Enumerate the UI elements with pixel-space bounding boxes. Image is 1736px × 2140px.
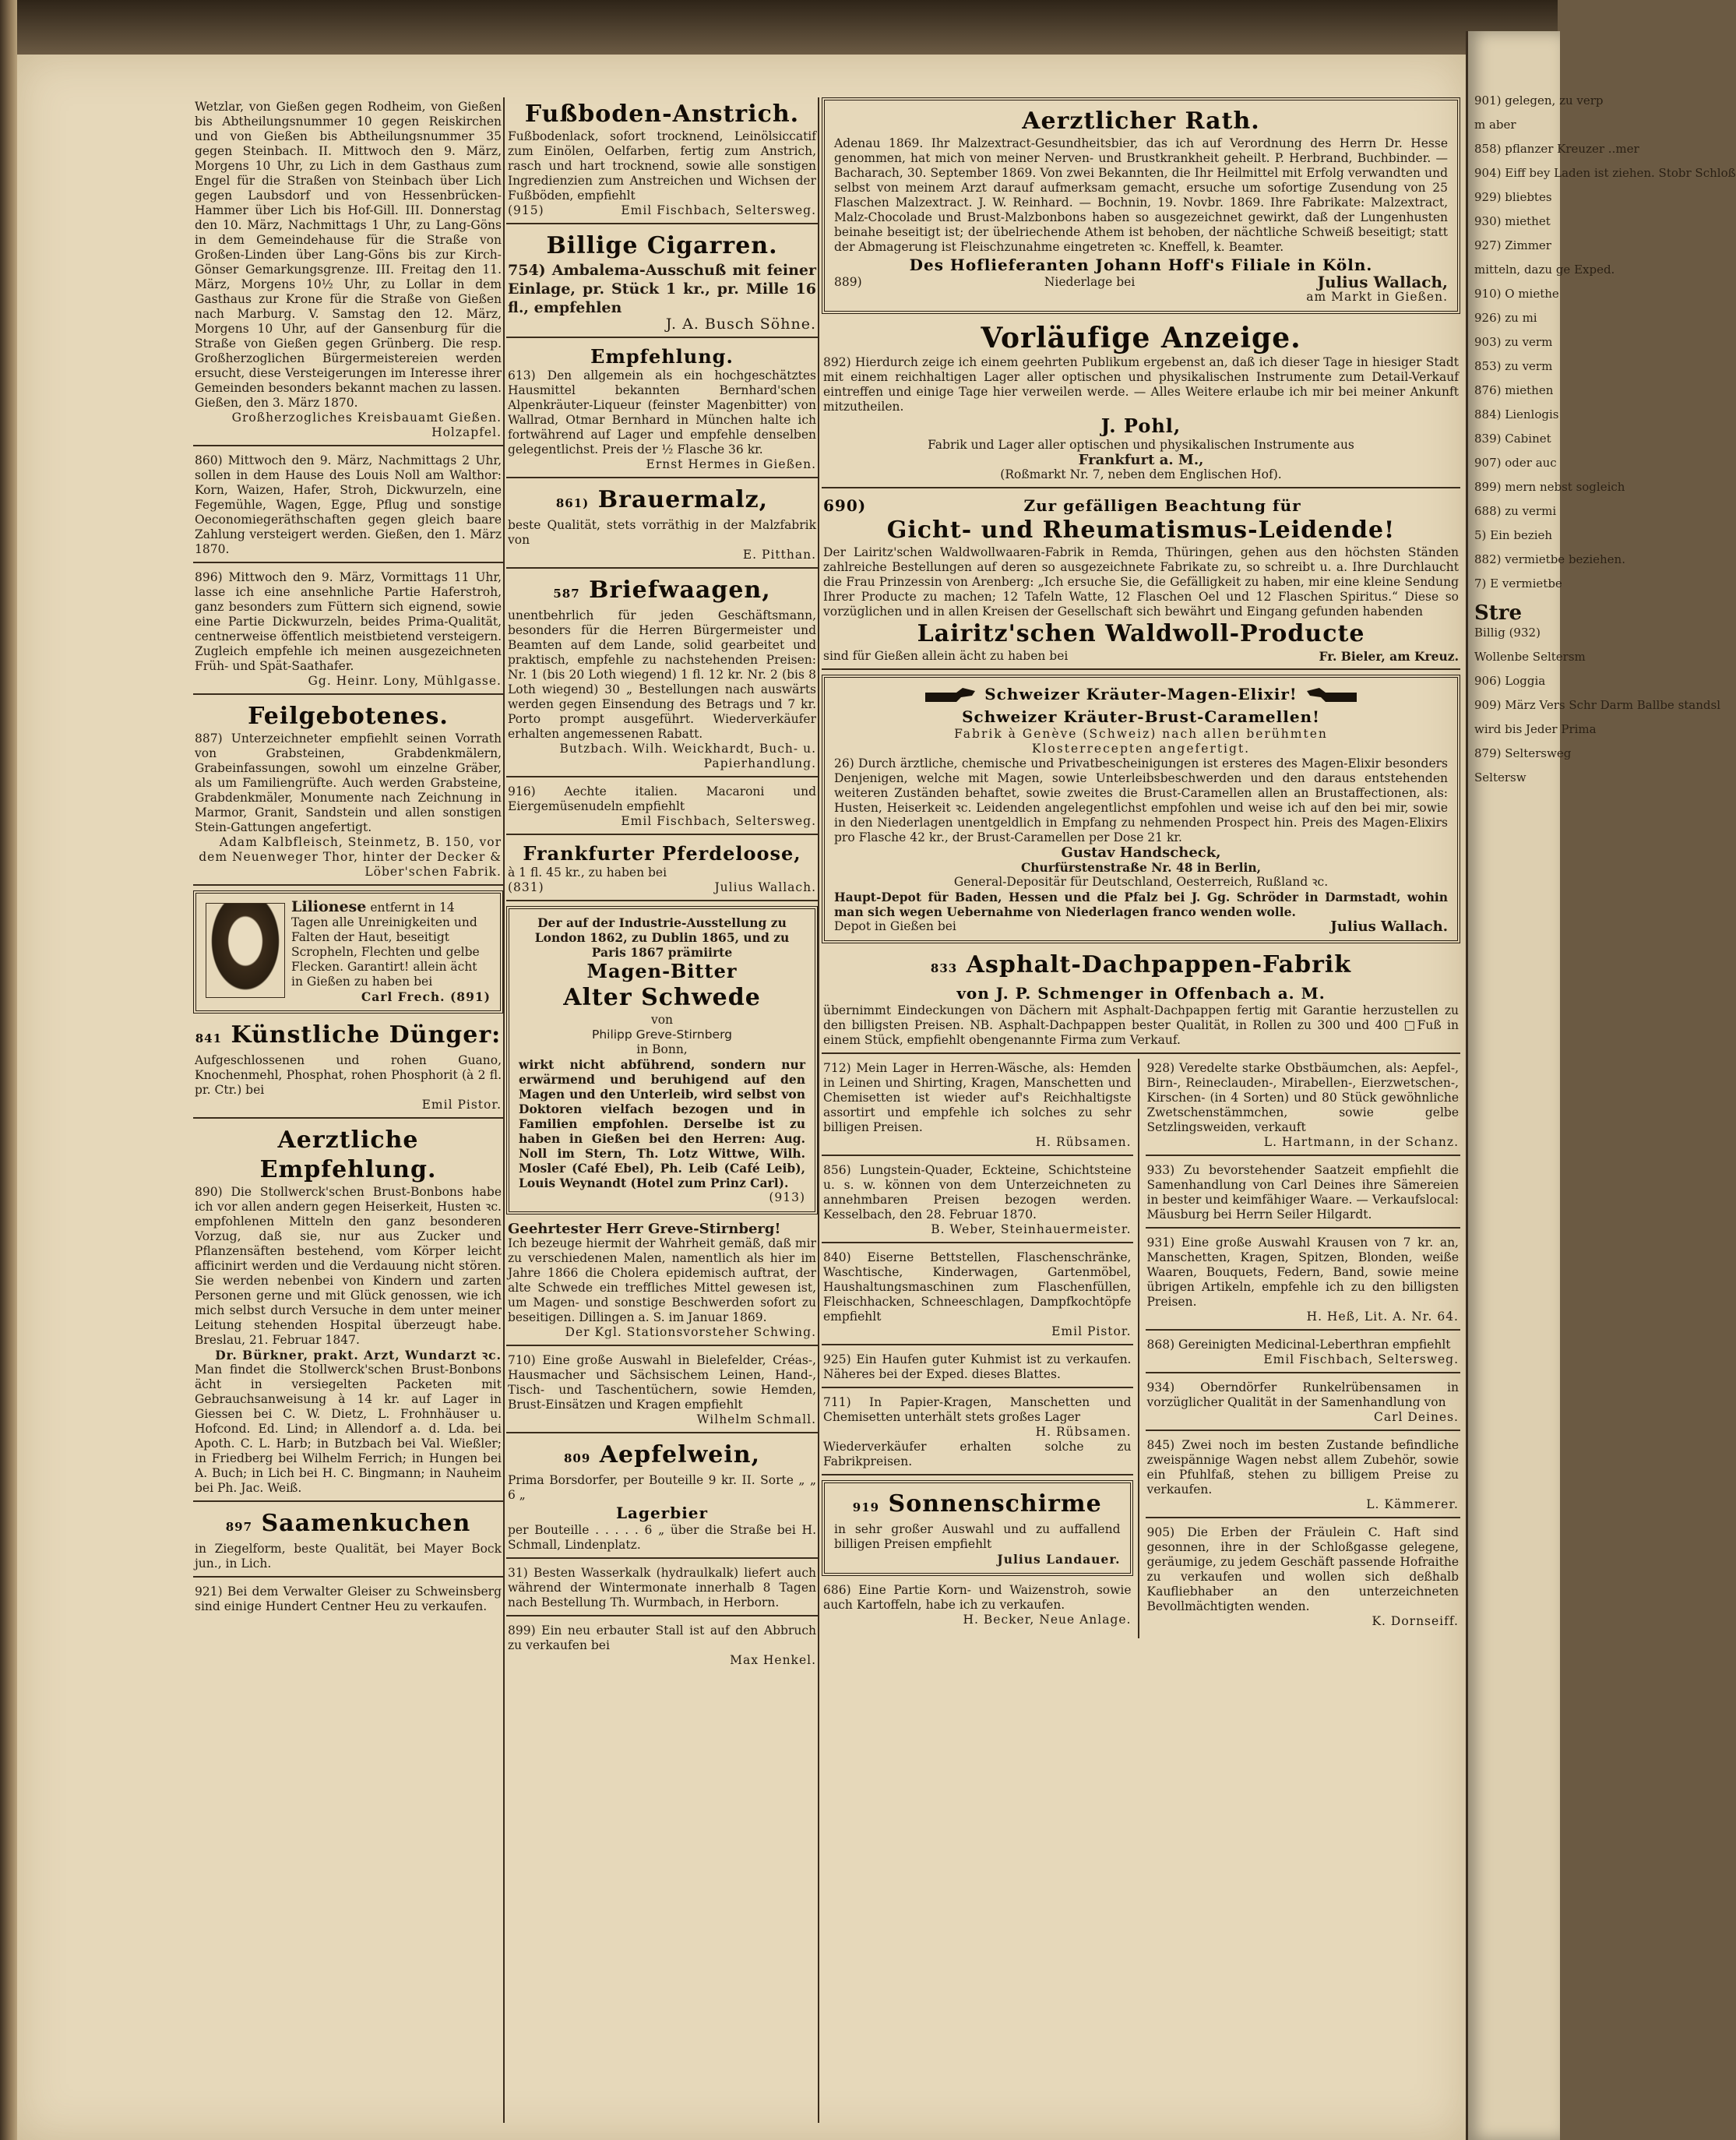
adjacent-page-fragment: 901) gelegen, zu verp (1474, 93, 1604, 108)
adjacent-page-fragment: 882) vermietbe beziehen. (1474, 552, 1625, 566)
ad-title: Brauermalz, (597, 486, 769, 513)
ad-body: 931) Eine große Auswahl Krausen von 7 kr. an, Manschetten, Kragen, Spitzen, Blonden, weiße Waaren, Bouquets, Federn, Band, sowie meine übrigen Artikeln, empfehle ich zu den billigsten Preisen. (1146, 1235, 1459, 1309)
ad-duenger (193, 1018, 503, 1119)
ad-body: 916) Aechte italien. Macaroni und Eiergemüsenudeln empfiehlt (508, 784, 816, 813)
ad-body: 925) Ein Haufen guter Kuhmist ist zu verkaufen. Näheres bei der Exped. dieses Blattes. (823, 1352, 1132, 1381)
adjacent-page-fragment: m aber (1474, 118, 1516, 132)
ad-title: Sonnenschirme (888, 1490, 1102, 1518)
ad-body: 31) Besten Wasserkalk (hydraulkalk) liefert auch während der Wintermonate innerhalb 8 Tagen nach Bestellung Th. Wurmbach, in Herborn. (508, 1566, 816, 1609)
ad-saatzeit (1146, 1161, 1461, 1229)
ad-lilionese (193, 890, 503, 1014)
ad-signature: Emil Fischbach, Seltersweg. (621, 203, 816, 217)
ad-body: 905) Die Erben der Fräulein C. Haft sind gesonnen, ihre in der Schloßgasse gelegene, geräumige, zu jedem Geschäft passende Hofraithe zu verkaufen und wollen sich deßhalb Kaufliebhaber an den unterzeichneten Bevollmächtigten wenden. (1146, 1525, 1459, 1613)
ad-title-row (834, 1490, 1121, 1522)
ad-body: 934) Oberndörfer Runkelrübensamen in vorzüglicher Qualität in der Samenhandlung von (1146, 1380, 1459, 1409)
ad-title: Magen-Bitter (586, 960, 738, 982)
ad-body: Fußbodenlack, sofort trocknend, Leinölsiccatif zum Einölen, Oelfarben, fertig zum Anstrich, rasch und hart trocknend, sowie alle sonstigen Ingredienzien zum Anstreichen und Wichsen der Fußböden, empfiehlt (508, 129, 816, 203)
ad-body: 887) Unterzeichneter empfiehlt seinen Vorrath von Grabsteinen, Grabdenkmälern, Grabeinfassungen, sowohl um einzelne Gräber, als um Familiengrüfte. Auch werden Grabsteine, Grabdenkmäler, Monumente nach Zeichnung in Marmor, Granit, Sandstein und allen sonstigen Stein-Gattungen angefertigt. (195, 732, 502, 834)
adjacent-page-fragment: 853) zu verm (1474, 359, 1553, 373)
ad-body: übernimmt Eindeckungen von Dächern mit Asphalt-Dachpappen fertig mit Garantie herzustellen zu den billigsten Preisen. NB. Asphalt-Dachpappen bester Qualität, in Rollen zu 300 und 400 □Fuß in einem Stück, empfiehlt obengenannte Firma zum Verkauf. (823, 1003, 1459, 1047)
ad-body-secondary: Man findet die Stollwerck'schen Brust-Bonbons ächt in versiegelten Packeten mit Gebrauchsanweisung à 14 kr. auf Lager in Giessen bei C. W. Dietz, L. Frohnhäuser u. Hofcond. Ed. Lind; in Allendorf a. d. Lda. bei Apoth. C. L. Harb; in Butzbach bei Val. Wießler; in Friedberg bei Wilhelm Ferrich; in Hungen bei A. Buch; in Lich bei H. C. Bingmann; in Nauheim bei Ph. Jac. Weiß. (195, 1363, 502, 1495)
ad-connector: von (650, 1013, 674, 1027)
ad-title-row (823, 495, 1459, 516)
ad-feilgebotenes (193, 700, 503, 886)
ad-body: 686) Eine Partie Korn- und Waizenstroh, sowie auch Kartoffeln, habe ich zu verkaufen. (823, 1582, 1132, 1612)
ad-signature: Julius Wallach, (1317, 273, 1448, 291)
adjacent-page-fragment: 910) O miethe (1474, 287, 1559, 301)
ad-title-row (508, 485, 816, 518)
ad-intro: Der auf der Industrie-Ausstellung zu London 1862, zu Dublin 1865, und zu Paris 1867 prämiirte (534, 915, 790, 960)
ad-number: (831) (508, 880, 544, 894)
adjacent-page-fragment: 926) zu mi (1474, 311, 1537, 325)
adjacent-page-fragment: 907) oder auc (1474, 456, 1557, 470)
adjacent-page-edge (1466, 31, 1736, 2140)
adjacent-page-fragment: 899) mern nebst sogleich (1474, 480, 1625, 494)
adjacent-page-fragment: 930) miethet (1474, 214, 1551, 228)
ad-signature: Butzbach. Wilh. Weickhardt, Buch- u. Papierhandlung. (559, 742, 816, 770)
ad-body: wirkt nicht abführend, sondern nur erwärmend und beruhigend auf den Magen und den Unterleib, wird selbst von Doktoren vielfach bezogen und in Familien empfohlen. Derselbe ist zu haben in Gießen bei den Herren: Aug. Noll im Stern, Th. Lotz Wittwe, Wilh. Mosler (Café Ebel), Ph. Leib (Café Leib), Louis Weynandt (Hotel zum Prinz Carl). (519, 1057, 805, 1190)
ad-signature-row (508, 203, 816, 218)
ad-number: 889) (834, 275, 862, 289)
ad-body: 892) Hierdurch zeige ich einem geehrten Publikum ergebenst an, daß ich dieser Tage in hiesiger Stadt mit einem reichhaltigen Lager aller optischen und physikalischen Instrumente zum Detail-Verkauf eintreffen und einige Tage hier verweilen werde. — Alles Weitere erlaube ich mir bei meiner Ankunft mitzutheilen. (823, 355, 1459, 414)
right-column (822, 97, 1460, 1638)
adjacent-page-fragment: 903) zu verm (1474, 335, 1553, 349)
ad-subtitle: Klosterrecepten angefertigt. (1031, 741, 1251, 756)
ad-body-secondary: Wiederverkäufer erhalten solche zu Fabrikpreisen. (823, 1439, 1132, 1468)
adjacent-page-fragment: 858) pflanzer Kreuzer ..mer (1474, 142, 1639, 156)
ad-leberthran (1146, 1335, 1461, 1373)
ad-address: (Roßmarkt Nr. 7, neben dem Englischen Hof). (1000, 467, 1282, 481)
ad-body: beste Qualität, stets vorräthig in der Malzfabrik von (508, 518, 816, 547)
ad-body: 896) Mittwoch den 9. März, Vormittags 11 Uhr, lasse ich eine ansehnliche Partie Haferstroh, ganz besonders zum Füttern sich eignend, sowie eine Partie Dickwurzeln, beides Prima-Qualität, centnerweise öffentlich meistbietend versteigern. Zugleich empfehle ich meinen ausgezeichneten Früh- und Spät-Saathafer. (195, 570, 502, 673)
ad-greve-letter (506, 1219, 818, 1346)
ad-subtitle: Fabrik à Genève (Schweiz) nach allen berühmten (954, 726, 1328, 741)
ad-aerztlicher-rath (822, 97, 1460, 314)
ad-auction-860 (193, 451, 503, 563)
ad-signature: Fr. Bieler, am Kreuz. (1319, 649, 1459, 664)
ad-sub: Niederlage bei (1044, 275, 1136, 289)
ad-product-title: Lairitz'schen Waldwoll-Producte (917, 620, 1365, 647)
ad-title: Billige Cigarren. (546, 232, 778, 259)
ad-gicht (822, 493, 1460, 670)
ad-line: Fabrik und Lager aller optischen und physikalischen Instrumente aus (928, 438, 1354, 452)
ad-name: J. Pohl, (1100, 414, 1181, 437)
ad-signature: Emil Fischbach, Seltersweg. (621, 814, 816, 828)
adjacent-page-fragment: 929) bliebtes (1474, 190, 1552, 204)
ad-body: 711) In Papier-Kragen, Manschetten und Chemisetten unterhält stets großes Lager (823, 1394, 1132, 1424)
ad-signature: Julius Wallach. (714, 880, 816, 894)
ad-body: 712) Mein Lager in Herren-Wäsche, als: Hemden in Leinen und Shirting, Kragen, Manschetten und Chemisetten ist wieder auf's Reichhaltigste assortirt und empfehle ich solches zu sehr billigen Preisen. (823, 1060, 1132, 1134)
ad-number: 833 (930, 961, 958, 975)
ad-title-row (508, 1440, 816, 1473)
scan-top-edge (0, 0, 1558, 55)
right-subcolumns (822, 1059, 1460, 1638)
ad-obstbaeume (1146, 1059, 1461, 1156)
ad-signature: Emil Pistor. (421, 1098, 502, 1112)
ad-signature-row (508, 880, 816, 895)
ad-vorlaeufige (822, 319, 1460, 488)
ad-subtitle: Lagerbier (615, 1504, 709, 1522)
ad-aepfelwein (506, 1438, 818, 1559)
ad-signature: Ernst Hermes in Gießen. (646, 457, 816, 471)
adjacent-page-fragment: 904) Eiff bey Laden ist ziehen. Stobr Schloß (1474, 166, 1736, 180)
ad-body: Ich bezeuge hiermit der Wahrheit gemäß, daß mir zu verschiedenen Malen, namentlich als hier im Jahre 1866 die Cholera epidemisch auftrat, der alte Schwede ein treffliches Mittel gewesen ist, um Magen- und sonstige Beschwerden sofort zu beseitigen. Dillingen a. S. im Januar 1869. (508, 1236, 816, 1324)
ad-title-row (823, 950, 1459, 983)
ad-stall (506, 1621, 818, 1673)
ad-tagline: Des Hoflieferanten Johann Hoff's Filiale in Köln. (909, 256, 1373, 274)
adjacent-page-fragment: 5) Ein bezieh (1474, 528, 1553, 542)
ad-address: Churfürstenstraße Nr. 48 in Berlin, (1020, 859, 1262, 875)
ad-body: 868) Gereinigten Medicinal-Leberthran empfiehlt (1146, 1337, 1451, 1352)
ad-line: General-Depositär für Deutschland, Oesterreich, Rußland ꝛc. (953, 874, 1329, 889)
ad-signature: Adam Kalbfleisch, Steinmetz, B. 150, vor dem Neuenweger Thor, hinter der Decker & Löber'schen Fabrik. (199, 835, 502, 879)
ad-leinen (506, 1351, 818, 1433)
ad-signature: Gg. Heinr. Lony, Mühlgasse. (308, 674, 502, 688)
ad-auction-896 (193, 568, 503, 695)
adjacent-page-fragment: 884) Lienlogis (1474, 407, 1559, 421)
ad-title-row (834, 684, 1448, 707)
ad-signature: Der Kgl. Stationsvorsteher Schwing. (565, 1325, 816, 1339)
ad-kuhmist (822, 1350, 1133, 1388)
ad-title: Aerztlicher Rath. (1022, 108, 1260, 135)
ad-briefwaagen (506, 573, 818, 777)
ad-macaroni (506, 782, 818, 835)
adjacent-page-fragment: Seltersw (1474, 770, 1526, 784)
adjacent-page-fragments (1468, 31, 1736, 785)
right-subcolumn-a (822, 1059, 1139, 1638)
ad-title: Fußboden-Anstrich. (524, 100, 800, 128)
ad-body-secondary: sind für Gießen allein ächt zu haben bei (823, 649, 1069, 663)
ad-lungstein (822, 1161, 1133, 1243)
ad-title: Gicht- und Rheumatismus-Leidende! (886, 516, 1396, 544)
ad-sub: Depot in Gießen bei (834, 918, 956, 933)
ad-cigarren (506, 229, 818, 338)
ad-number: 841 (195, 1031, 223, 1045)
ad-title: Asphalt-Dachpappen-Fabrik (966, 950, 1352, 978)
ad-heu (193, 1582, 503, 1619)
ad-title: Vorläufige Anzeige. (981, 322, 1301, 354)
ad-body: Adenau 1869. Ihr Malzextract-Gesundheitsbier, das ich auf Verordnung des Herrn Dr. Hesse genommen, hat mich von meiner Nerven- und Brustkrankheit geheilt. P. Herbrand, Buchbinder. — Bacharach, 30. September 1869. Von zwei Bekannten, die Ihr Heilmittel mit Erfolg verwandten und selbst von meinem Arzt darauf aufmerksam gemacht, ersuche um sofortige Zusendung von 25 Flaschen Malzextract. J. W. Reinhard. — Bochnin, 19. Novbr. 1869. Ihre Fabrikate: Malzextract, Malz-Chocolade und Brust-Malzbonbons haben so ausgezeichnet gewirkt, daß der Lungenhusten beinahe beseitigt ist; der übelriechende Athem ist behoben, der nächtliche Schweiß beseitigt; statt der Abmagerung ist Fleischzunahme eingetreten ꝛc. Kneffell, k. Beamter. (834, 136, 1448, 254)
ad-title-secondary: Schweizer Kräuter-Brust-Caramellen! (962, 707, 1320, 726)
ad-title: Lilionese (291, 898, 367, 915)
ad-signature: Julius Landauer. (997, 1551, 1121, 1567)
ad-body: 899) Ein neu erbauter Stall ist auf den Abbruch zu verkaufen bei (508, 1624, 816, 1652)
ad-magenbitter (506, 906, 818, 1215)
ad-number: 919 (852, 1500, 880, 1514)
ad-signature: Großherzogliches Kreisbauamt Gießen. Holzapfel. (231, 411, 502, 439)
ad-saamenkuchen (193, 1507, 503, 1578)
ad-fussboden (506, 97, 818, 224)
ad-body: 933) Zu bevorstehender Saatzeit empfiehlt die Samenhandlung von Carl Deines ihre Sämereien in bester und keimfähiger Waare. — Verkaufslocal: Mäusburg bei Herrn Seiler Hilgardt. (1146, 1162, 1459, 1222)
book-binding (0, 0, 17, 2140)
ad-title: Geehrtester Herr Greve-Stirnberg! (508, 1221, 781, 1237)
ad-korn (822, 1581, 1133, 1632)
column-rule (818, 97, 819, 2123)
portrait-illustration (206, 903, 285, 998)
column-rule (503, 97, 505, 2123)
ad-body: Wetzlar, von Gießen gegen Rodheim, von Gießen bis Abtheilungsnummer 10 gegen Reiskirchen und von Gießen bis Abtheilungsnummer 35 gegen Steinbach. II. Mittwoch den 9. März, Morgens 10 Uhr, zu Lich in dem Gasthaus zum Engel für die Straßen von Steinbach über Lich gegen Laubsdorf und von Hessenbrücken-Hammer über Lich bis Hof-Gill. III. Donnerstag den 10. März, Nachmittags 1 Uhr, zu Lang-Göns in dem Gemeindehause für die Straße von Großen-Linden über Lang-Göns bis zur Kirch-Gönser Gemarkungsgrenze. III. Freitag den 11. März, Morgens 10½ Uhr, zu Lollar in dem Gasthaus zur Krone für die Straße von Gießen nach Marburg. V. Samstag den 12. März, Morgens 10 Uhr, auf der Gansenburg für die Straße von Gießen gegen Grünberg. Die resp. Großherzoglichen Bürgermeistereien werden ersucht, diese Versteigerungen im Interesse ihrer Gemeinden besonders bekannt machen zu lassen. Gießen, den 3. März 1870. (195, 100, 502, 410)
ad-brauermalz (506, 483, 818, 569)
ad-number: 897 (225, 1520, 253, 1534)
ad-signature: Dr. Bürkner, prakt. Arzt, Wundarzt ꝛc. (215, 1348, 502, 1363)
ad-body: 840) Eiserne Bettstellen, Flaschenschränke, Waschtische, Kinderwagen, Gartenmöbel, Haushaltungsmaschinen zum Flaschenfüllen, Fleischhacken, Schneeschlagen, Dampfkochtöpfe empfiehlt (823, 1250, 1132, 1324)
left-column (193, 97, 503, 1624)
ad-maker: Philipp Greve-Stirnberg (591, 1028, 733, 1042)
ad-signature-location: am Markt in Gießen. (1306, 290, 1448, 304)
ad-footer-row (834, 275, 1448, 290)
ad-signature: L. Hartmann, in der Schanz. (1263, 1134, 1459, 1149)
adjacent-page-fragment: 909) März Vers Schr Darm Ballbe standsl (1474, 698, 1721, 712)
ad-title: Aepfelwein, (599, 1441, 761, 1468)
ad-body: Prima Borsdorfer, per Bouteille 9 kr. II. Sorte „ „ 6 „ (508, 1473, 816, 1502)
adjacent-page-fragment: Wollenbe Seltersm (1474, 650, 1586, 664)
ad-asphalt (822, 948, 1460, 1054)
ad-papier-kragen (822, 1393, 1133, 1475)
ad-title: Empfehlung. (590, 345, 734, 368)
ad-pferdeloose (506, 840, 818, 901)
ad-schweizer (822, 675, 1460, 943)
ad-number: (915) (508, 203, 544, 217)
ad-runkel (1146, 1378, 1461, 1431)
ad-signature: Emil Fischbach, Seltersweg. (1263, 1352, 1459, 1366)
ad-body: Aufgeschlossenen und rohen Guano, Knochenmehl, Phosphat, rohen Phosphorit (à 2 fl. pr. Ctr.) bei (195, 1053, 502, 1097)
ad-signature: J. A. Busch Söhne. (665, 316, 816, 333)
pointing-hand-icon (1304, 685, 1358, 707)
ad-body: in sehr großer Auswahl und zu auffallend billigen Preisen empfiehlt (834, 1521, 1121, 1551)
ad-signature: H. Rübsamen. (1035, 1134, 1132, 1149)
ad-signature: Wilhelm Schmall. (696, 1412, 816, 1426)
ad-signature: Max Henkel. (730, 1653, 816, 1667)
section-heading: Feilgebotenes. (248, 703, 449, 730)
ad-krausen (1146, 1233, 1461, 1331)
ad-maker: Gustav Handscheck, (1061, 844, 1221, 861)
ad-body: Der Lairitz'schen Waldwollwaaren-Fabrik in Remda, Thüringen, gehen aus den höchsten Ständen zahlreiche Bestellungen auf deren so ausgezeichnete Fabrikate zu, so schreibt u. a. Ihre Durchlaucht die Frau Prinzessin von Arenberg: „Ich ersuche Sie, die Gefälligkeit zu haben, mir eine kleine Sendung Ihrer Producte zu machen; 12 Tafeln Watte, 12 Flaschen Oel und 12 Flaschen Spiritus.“ Diese so vorzüglichen und in allen Kreisen der Gesellschaft sich bewährt und Eingang gefunden habenden (823, 545, 1459, 619)
ad-body: 845) Zwei noch im besten Zustande befindliche zweispännige Wagen nebst allem Zubehör, sowie ein Pfuhlfaß, stehen zu billigem Preise zu verkaufen. (1146, 1437, 1459, 1497)
ad-footer-row (823, 649, 1459, 664)
ad-signature: E. Pitthan. (742, 548, 816, 562)
ad-signature: Carl Deines. (1374, 1409, 1459, 1424)
ad-herren-waesche (822, 1059, 1133, 1156)
ad-city: Frankfurt a. M., (1078, 452, 1204, 468)
ad-subtitle: von J. P. Schmenger in Offenbach a. M. (956, 983, 1326, 1003)
ad-body: 921) Bei dem Verwalter Gleiser zu Schweinsberg sind einige Hundert Centner Heu zu verkaufen. (195, 1585, 502, 1613)
ad-bettstellen (822, 1248, 1133, 1345)
right-subcolumn-b (1146, 1059, 1461, 1638)
ad-title-row (195, 1509, 502, 1542)
ad-body: 890) Die Stollwerck'schen Brust-Bonbons habe ich vor allen andern gegen Heiserkeit, Husten ꝛc. empfohlenen Mitteln den ganz besonderen Vorzug, daß sie, nur aus Zucker und Pflanzensäften bestehend, vom Körper leicht afficinirt werden und die Verdauung nicht stören. Sie werden nebenbei von Kindern und zarten Personen gerne und mit Glück genossen, wie ich mich selbst durch Versuche in dem unter meiner Leitung stehenden Hospital überzeugt habe. Breslau, 21. Februar 1847. (195, 1185, 502, 1347)
ad-body: 856) Lungstein-Quader, Eckteine, Schichtsteine u. s. w. können von dem Unterzeichneten zu annehmbaren Preisen bezogen werden. Kesselbach, den 28. Februar 1870. (823, 1162, 1132, 1222)
ad-signature: Julius Wallach. (1330, 918, 1448, 935)
ad-number: (913) (769, 1190, 805, 1204)
adjacent-page-fragment: 927) Zimmer (1474, 238, 1551, 252)
ad-footer-row (834, 919, 1448, 934)
adjacent-page-fragment: 7) E vermietbe (1474, 576, 1562, 591)
middle-column (506, 97, 818, 1677)
ad-title-row (195, 1021, 502, 1053)
adjacent-page-fragment: 906) Loggia (1474, 674, 1546, 688)
ad-body: 26) Durch ärztliche, chemische und Privatbescheinigungen ist ersteres des Magen-Elixir besonders Denjenigen, welche mit Magen, sowie Unterleibsbeschwerden und den daraus entstehenden weiteren Zuständen behaftet, sowie zweites die Brust-Caramellen allen an Brustaffectionen, als: Husten, Heiserkeit ꝛc. Leidenden angelegentlichst empfohlen und weise ich auf den bei mir, sowie in den Niederlagen unentgeldlich in Empfang zu nehmenden Prospect hin. Preis des Magen-Elixirs pro Flasche 42 kr., der Brust-Caramellen per Dose 21 kr. (834, 756, 1448, 844)
adjacent-page-fragment: 688) zu vermi (1474, 504, 1557, 518)
ad-body: 754) Ambalema-Ausschuß mit feiner Einlage, pr. Stück 1 kr., pr. Mille 16 fl., empfehlen (508, 262, 816, 316)
ad-number: 587 (553, 587, 580, 601)
ad-signature: Emil Pistor. (1051, 1324, 1132, 1338)
ad-signature: Carl Frech. (891) (361, 989, 491, 1004)
ad-title: Briefwaagen, (589, 576, 771, 604)
ad-number: 861) (555, 496, 590, 510)
ad-number: 809 (563, 1451, 591, 1465)
ad-empfehlung-arzt (193, 1123, 503, 1502)
ad-empfehlung (506, 343, 818, 478)
ad-body: 613) Den allgemein als ein hochgeschätztes Hausmittel bekannten Bernhard'schen Alpenkräuter-Liqueur (feinster Magenbitter) von Wallrad, Otmar Bernhard in München halte ich fortwährend auf Lager und empfehle denselben gelegentlichst. Preis der ½ Flasche 36 kr. (508, 368, 816, 457)
adjacent-page-fragment: 839) Cabinet (1474, 432, 1551, 446)
ad-body: unentbehrlich für jeden Geschäftsmann, besonders für die Herren Bürgermeister und Beamten auf dem Lande, solid gearbeitet und praktisch, empfehle zu nachstehenden Preisen: Nr. 1 (bis 20 Loth wiegend) 1 fl. 12 kr. Nr. 2 (bis 8 Loth wiegend) 30 „ Bestellungen nach auswärts werden gegen Einsendung des Betrags und 7 kr. Porto prompt ausgeführt. Wiederverkäufer erhalten angemessenen Rabatt. (508, 608, 816, 741)
adjacent-page-fragment: 876) miethen (1474, 383, 1554, 397)
ad-signature: K. Dornseiff. (1372, 1613, 1459, 1628)
pointing-hand-icon (924, 685, 978, 707)
ad-title: Künstliche Dünger: (231, 1021, 502, 1049)
ad-sonnenschirme (822, 1480, 1133, 1576)
ad-place: in Bonn, (636, 1042, 688, 1056)
adjacent-page-fragment: Billig (932) (1474, 626, 1541, 640)
ad-signature: H. Rübsamen. (1035, 1424, 1132, 1439)
ad-auction-list (193, 97, 503, 446)
ad-wagen (1146, 1436, 1461, 1518)
ad-title-row (508, 576, 816, 608)
ad-signature: B. Weber, Steinhauermeister. (931, 1222, 1132, 1236)
adjacent-page-fragment: Stre (1474, 601, 1523, 625)
ad-body-secondary: per Bouteille . . . . . 6 „ über die Straße bei H. Schmall, Lindenplatz. (508, 1523, 816, 1552)
adjacent-page-fragment: wird bis Jeder Prima (1474, 722, 1597, 736)
ad-number: 690) (823, 496, 867, 515)
ad-body: 710) Eine große Auswahl in Bielefelder, Créas-, Hausmacher und Sächsischem Leinen, Hand-, Tisch- und Taschentüchern, sowie Hemden, Brust-Einsätzen und Kragen empfiehlt (508, 1353, 816, 1412)
ad-body: entfernt in 14 Tagen alle Unreinigkeiten und Falten der Haut, beseitigt Scropheln, Flechten und gelbe Flecken. Garantirt! allein ächt in Gießen zu haben bei (291, 901, 480, 989)
ad-hofraithe (1146, 1523, 1461, 1634)
ad-signature: L. Kämmerer. (1366, 1497, 1459, 1511)
ad-signature: H. Heß, Lit. A. Nr. 64. (1306, 1309, 1459, 1324)
ad-title: Schweizer Kräuter-Magen-Elixir! (984, 685, 1298, 703)
adjacent-page-fragment: 879) Seltersweg (1474, 746, 1572, 760)
ad-body: in Ziegelform, beste Qualität, bei Mayer Bock jun., in Lich. (195, 1542, 502, 1571)
ad-pretitle: Zur gefälligen Beachtung für (1023, 496, 1301, 515)
ad-title: Saamenkuchen (261, 1510, 471, 1537)
ad-signature: H. Becker, Neue Anlage. (963, 1612, 1132, 1627)
ad-body: à 1 fl. 45 kr., zu haben bei (508, 866, 667, 880)
adjacent-page-fragment: mitteln, dazu ge Exped. (1474, 263, 1615, 277)
ad-title-main: Alter Schwede (563, 984, 761, 1011)
ad-wasserkalk (506, 1564, 818, 1616)
ad-body: 928) Veredelte starke Obstbäumchen, als: Aepfel-, Birn-, Reineclauden-, Mirabellen-, Eierzwetschen-, Kirschen- (in 4 Sorten) und 80 Stück gewöhnliche Zwetschenstämmchen, sowie gelbe Setzlingsweiden, verkauft (1146, 1060, 1459, 1134)
ad-body: 860) Mittwoch den 9. März, Nachmittags 2 Uhr, sollen in dem Hause des Louis Noll am Walthor: Korn, Waizen, Hafer, Stroh, Dickwurzeln, eine Fegemühle, Wagen, Egge, Pflug und sonstige Oeconomiegeräthschaften gegen gleich baare Zahlung versteigert werden. Gießen, den 1. März 1870. (195, 453, 502, 556)
ad-title: Frankfurter Pferdeloose, (523, 842, 801, 865)
ad-body-secondary: Haupt-Depot für Baden, Hessen und die Pfalz bei J. Gg. Schröder in Darmstadt, wohin man sich wegen Uebernahme von Niederlagen franco wenden wolle. (834, 889, 1448, 919)
ad-title: Aerztliche Empfehlung. (259, 1126, 437, 1183)
